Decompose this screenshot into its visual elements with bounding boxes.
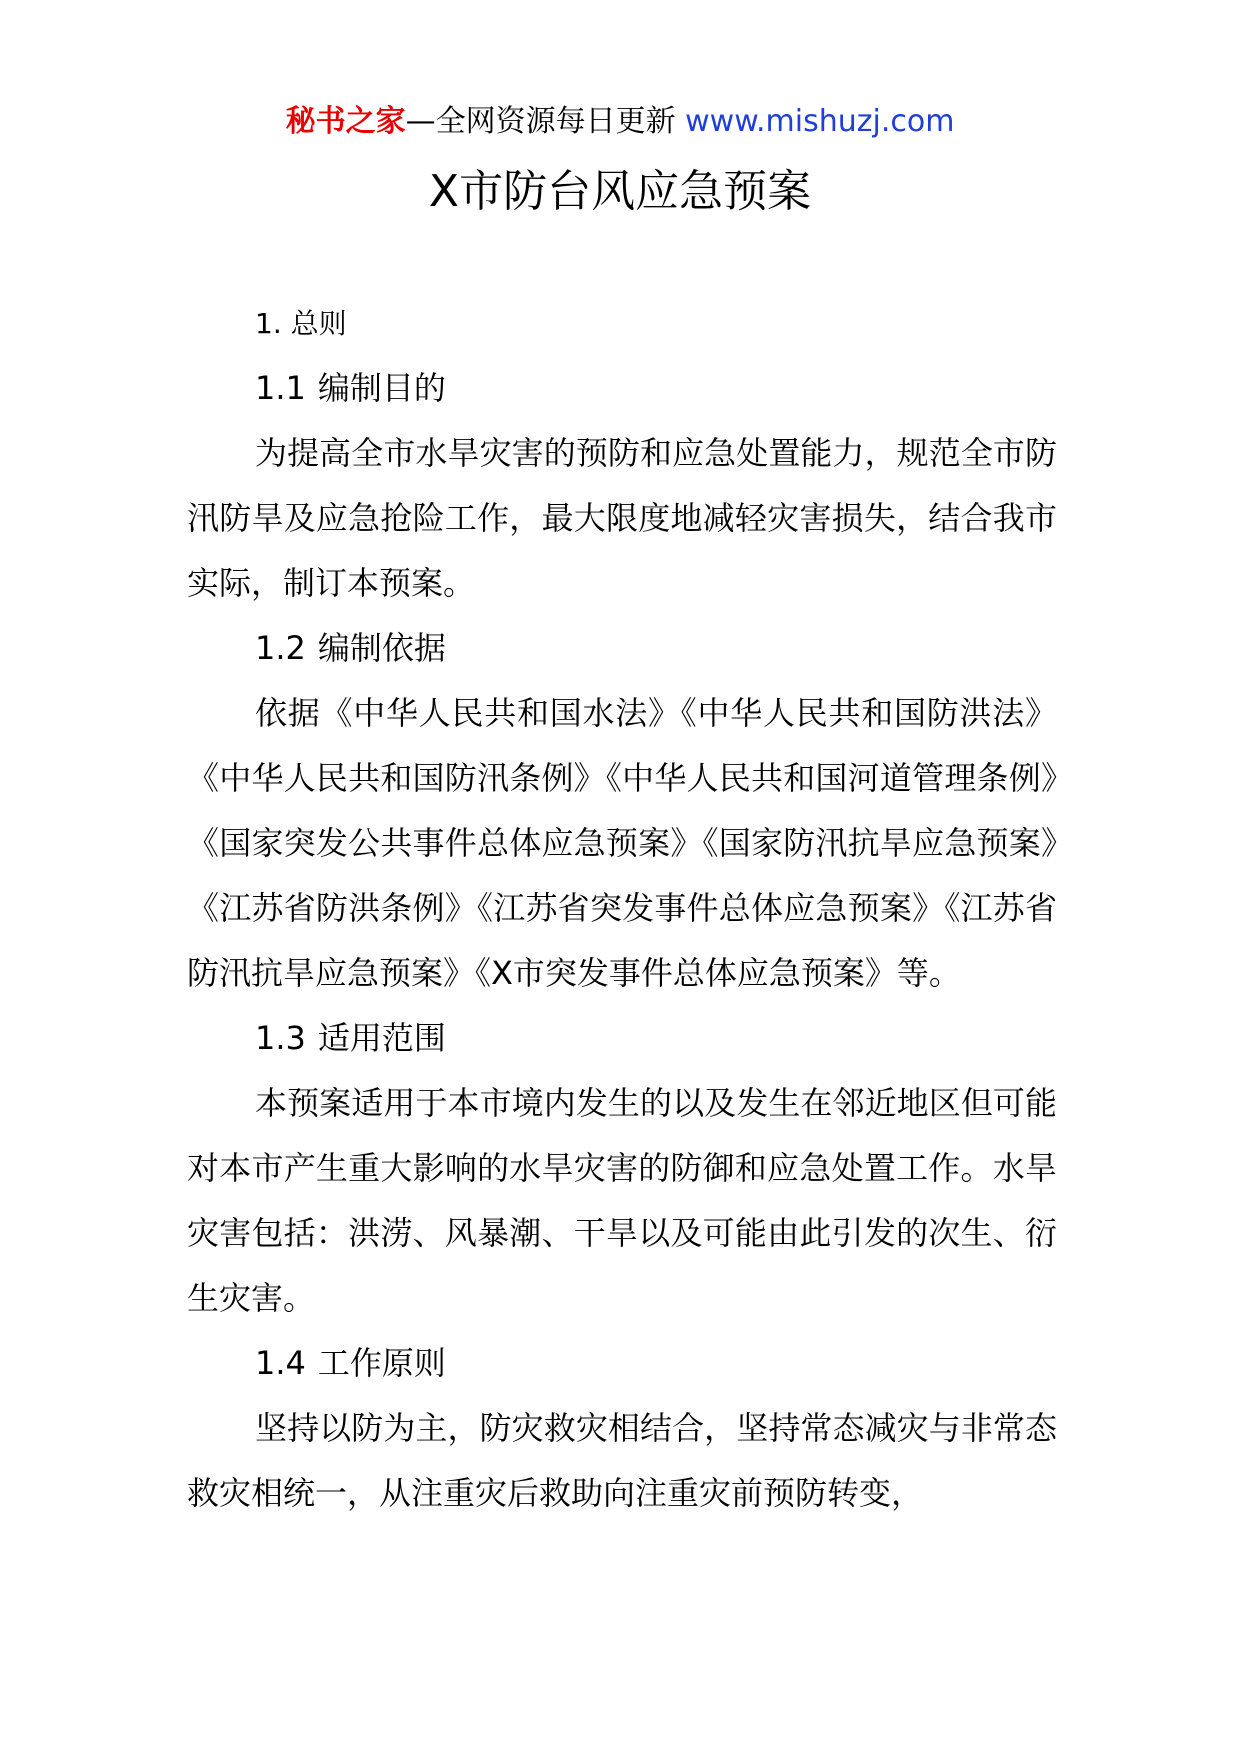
site-url-link[interactable]: www.mishuzj.com (685, 104, 955, 139)
paragraph-purpose: 为提高全市水旱灾害的预防和应急处置能力，规范全市防汛防旱及应急抢险工作，最大限度地减轻灾害损失，结合我市实际，制订本预案。 (187, 434, 1057, 602)
paragraph-scope: 本预案适用于本市境内发生的以及发生在邻近地区但可能对本市产生重大影响的水旱灾害的防御和应急处置工作。水旱灾害包括：洪涝、风暴潮、干旱以及可能由此引发的次生、衍生灾害。 (187, 1084, 1057, 1317)
brand-name: 秘书之家 (285, 104, 406, 139)
section-heading-1-1 (187, 356, 1057, 421)
section-title: 适用范围 (317, 1019, 446, 1057)
section-number: 1.3 (255, 1019, 306, 1057)
document-title: X市防台风应急预案 (428, 166, 812, 217)
section-title: 工作原则 (317, 1344, 446, 1382)
section-number: 1.1 (255, 369, 306, 407)
section-heading-1-4 (187, 1331, 1057, 1396)
section-heading-1-3 (187, 1006, 1057, 1071)
header-slogan: —全网资源每日更新 (405, 104, 676, 139)
section-heading-1: 1. 总则 (255, 307, 347, 340)
section-title: 编制依据 (317, 629, 446, 667)
paragraph-basis: 依据《中华人民共和国水法》《中华人民共和国防洪法》《中华人民共和国防汛条例》《中华人民共和国河道管理条例》《国家突发公共事件总体应急预案》《国家防汛抗旱应急预案》《江苏省防洪条例》《江苏省突发事件总体应急预案》《江苏省防汛抗旱应急预案》《X市突发事件总体应急预案》等。 (187, 694, 1057, 992)
section-heading-1-2 (187, 616, 1057, 681)
document-body (187, 291, 1057, 1526)
section-number: 1.2 (255, 629, 306, 667)
site-header (0, 100, 1240, 144)
section-title: 编制目的 (317, 369, 446, 407)
paragraph-principles: 坚持以防为主，防灾救灾相结合，坚持常态减灾与非常态救灾相统一，从注重灾后救助向注重灾前预防转变， (187, 1409, 1057, 1512)
section-number: 1.4 (255, 1344, 306, 1382)
